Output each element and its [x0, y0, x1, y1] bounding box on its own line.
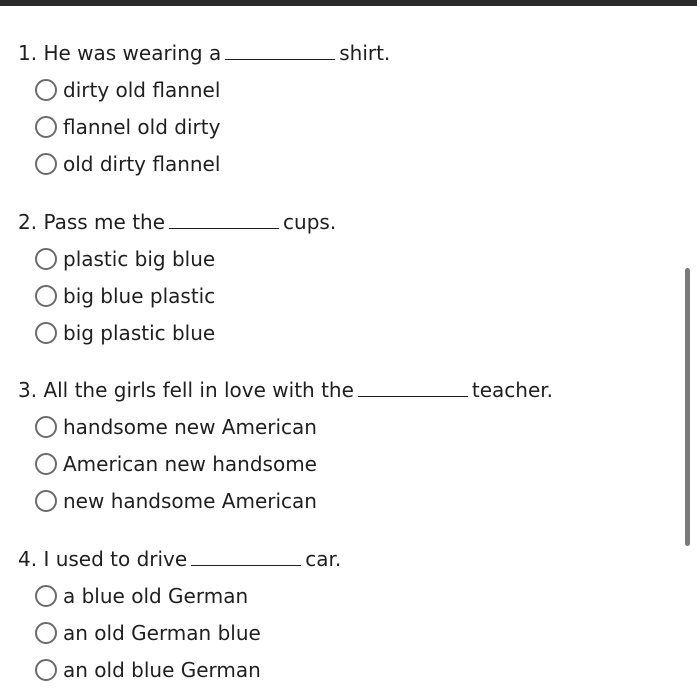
- option-2b[interactable]: [35, 282, 678, 310]
- option-label: an old blue German: [63, 658, 261, 682]
- answer-blank: [191, 547, 301, 566]
- question-prompt: [18, 39, 678, 67]
- radio-button[interactable]: [35, 585, 57, 607]
- radio-button[interactable]: [35, 285, 57, 307]
- radio-button[interactable]: [35, 322, 57, 344]
- radio-button[interactable]: [35, 659, 57, 681]
- radio-button[interactable]: [35, 153, 57, 175]
- option-3b[interactable]: [35, 450, 678, 478]
- question-text-end: teacher.: [471, 378, 554, 402]
- radio-button[interactable]: [35, 453, 57, 475]
- option-2c[interactable]: [35, 319, 678, 347]
- top-bar: [0, 0, 697, 6]
- option-label: American new handsome: [63, 452, 317, 476]
- question-text: 3. All the girls fell in love with the: [18, 378, 354, 402]
- radio-button[interactable]: [35, 490, 57, 512]
- option-label: handsome new American: [63, 415, 317, 439]
- option-label: a blue old German: [63, 584, 249, 608]
- option-1c[interactable]: [35, 150, 678, 178]
- radio-button[interactable]: [35, 79, 57, 101]
- radio-button[interactable]: [35, 116, 57, 138]
- option-label: big blue plastic: [63, 284, 216, 308]
- question-text-end: cups.: [283, 210, 337, 234]
- question-text: 4. I used to drive: [18, 547, 188, 571]
- question-4: [18, 545, 678, 684]
- question-prompt: [18, 208, 678, 236]
- option-4c[interactable]: [35, 656, 678, 684]
- question-prompt: [18, 376, 678, 404]
- radio-button[interactable]: [35, 622, 57, 644]
- option-label: plastic big blue: [63, 247, 216, 271]
- question-2: [18, 208, 678, 347]
- option-2a[interactable]: [35, 245, 678, 273]
- answer-blank: [225, 41, 335, 60]
- option-3c[interactable]: [35, 487, 678, 515]
- scrollbar-thumb[interactable]: [685, 268, 690, 546]
- question-prompt: [18, 545, 678, 573]
- radio-button[interactable]: [35, 416, 57, 438]
- option-label: flannel old dirty: [63, 115, 221, 139]
- radio-button[interactable]: [35, 248, 57, 270]
- answer-blank: [358, 378, 468, 397]
- option-label: new handsome American: [63, 489, 317, 513]
- question-text: 1. He was wearing a: [18, 41, 222, 65]
- question-text: 2. Pass me the: [18, 210, 166, 234]
- option-1a[interactable]: [35, 76, 678, 104]
- option-label: old dirty flannel: [63, 152, 221, 176]
- question-1: [18, 39, 678, 178]
- option-4a[interactable]: [35, 582, 678, 610]
- option-label: an old German blue: [63, 621, 261, 645]
- option-label: dirty old flannel: [63, 78, 221, 102]
- option-4b[interactable]: [35, 619, 678, 647]
- option-1b[interactable]: [35, 113, 678, 141]
- question-text-end: car.: [305, 547, 342, 571]
- question-3: [18, 376, 678, 515]
- option-label: big plastic blue: [63, 321, 216, 345]
- question-text-end: shirt.: [339, 41, 391, 65]
- option-3a[interactable]: [35, 413, 678, 441]
- answer-blank: [169, 210, 279, 229]
